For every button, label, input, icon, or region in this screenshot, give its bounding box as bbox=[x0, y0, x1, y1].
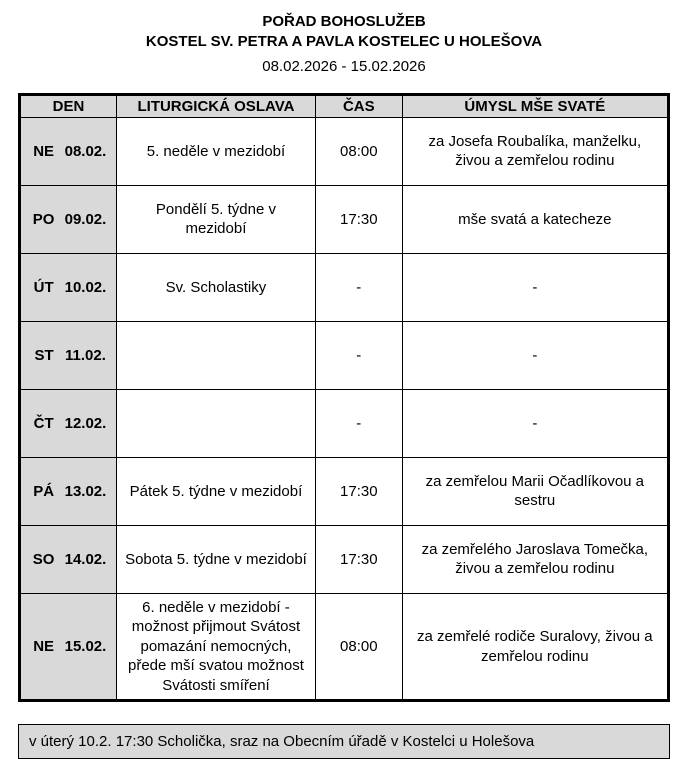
table-row bbox=[20, 321, 669, 389]
time-cell: - bbox=[315, 321, 402, 389]
title-block bbox=[18, 12, 670, 77]
time-cell: - bbox=[315, 389, 402, 457]
page-subtitle: KOSTEL SV. PETRA A PAVLA KOSTELEC U HOLEŠOVA bbox=[145, 33, 543, 51]
day-abbr: ST bbox=[34, 346, 54, 364]
date-range: 08.02.2026 - 15.02.2026 bbox=[262, 57, 426, 75]
day-cell bbox=[20, 321, 117, 389]
day-cell bbox=[20, 525, 117, 593]
table-row bbox=[20, 117, 669, 185]
table-row bbox=[20, 185, 669, 253]
celebration-cell: 5. neděle v mezidobí bbox=[116, 117, 315, 185]
intention-cell: za Josefa Roubalíka, manželku, živou a zemřelou rodinu bbox=[402, 117, 668, 185]
time-cell: 17:30 bbox=[315, 525, 402, 593]
footer-note: v úterý 10.2. 17:30 Scholička, sraz na Obecním úřadě v Kostelci u Holešova bbox=[18, 724, 670, 759]
intention-cell: za zemřelého Jaroslava Tomečka, živou a zemřelou rodinu bbox=[402, 525, 668, 593]
table-row bbox=[20, 593, 669, 701]
day-date: 09.02. bbox=[64, 210, 107, 228]
celebration-cell: Sobota 5. týdne v mezidobí bbox=[116, 525, 315, 593]
intention-cell: mše svatá a katecheze bbox=[402, 185, 668, 253]
day-cell bbox=[20, 389, 117, 457]
day-abbr: PO bbox=[32, 210, 55, 228]
day-date: 12.02. bbox=[64, 414, 107, 432]
table-header-row bbox=[20, 94, 669, 117]
schedule-table bbox=[18, 93, 670, 703]
celebration-cell bbox=[116, 389, 315, 457]
day-abbr: ÚT bbox=[33, 278, 54, 296]
day-abbr: PÁ bbox=[33, 482, 55, 500]
day-cell bbox=[20, 253, 117, 321]
time-cell: 17:30 bbox=[315, 185, 402, 253]
celebration-cell: Pátek 5. týdne v mezidobí bbox=[116, 457, 315, 525]
day-cell bbox=[20, 185, 117, 253]
day-abbr: SO bbox=[32, 550, 55, 568]
day-abbr: NE bbox=[33, 142, 55, 160]
time-cell: 08:00 bbox=[315, 593, 402, 701]
column-header-cas: ČAS bbox=[315, 94, 402, 117]
intention-cell: za zemřelé rodiče Suralovy, živou a zemřelou rodinu bbox=[402, 593, 668, 701]
celebration-cell: Sv. Scholastiky bbox=[116, 253, 315, 321]
intention-cell: - bbox=[402, 389, 668, 457]
day-cell bbox=[20, 457, 117, 525]
day-cell bbox=[20, 117, 117, 185]
table-row bbox=[20, 253, 669, 321]
table-row bbox=[20, 525, 669, 593]
time-cell: 17:30 bbox=[315, 457, 402, 525]
day-date: 15.02. bbox=[64, 637, 107, 655]
time-cell: - bbox=[315, 253, 402, 321]
day-abbr: NE bbox=[33, 637, 55, 655]
intention-cell: - bbox=[402, 253, 668, 321]
day-date: 11.02. bbox=[65, 346, 106, 364]
column-header-umysl: ÚMYSL MŠE SVATÉ bbox=[402, 94, 668, 117]
day-date: 10.02. bbox=[64, 278, 107, 296]
table-row bbox=[20, 389, 669, 457]
page-title: POŘAD BOHOSLUŽEB bbox=[262, 13, 426, 30]
day-date: 13.02. bbox=[64, 482, 107, 500]
intention-cell: - bbox=[402, 321, 668, 389]
time-cell: 08:00 bbox=[315, 117, 402, 185]
column-header-liturgicka-oslava: LITURGICKÁ OSLAVA bbox=[116, 94, 315, 117]
day-date: 14.02. bbox=[64, 550, 107, 568]
day-cell bbox=[20, 593, 117, 701]
column-header-den: DEN bbox=[20, 94, 117, 117]
day-abbr: ČT bbox=[33, 414, 54, 432]
celebration-cell bbox=[116, 321, 315, 389]
celebration-cell: Pondělí 5. týdne v mezidobí bbox=[116, 185, 315, 253]
celebration-cell: 6. neděle v mezidobí - možnost přijmout Svátost pomazání nemocných, přede mší svatou možnost Svátosti smíření bbox=[116, 593, 315, 701]
day-date: 08.02. bbox=[64, 142, 107, 160]
intention-cell: za zemřelou Marii Očadlíkovou a sestru bbox=[402, 457, 668, 525]
table-row bbox=[20, 457, 669, 525]
